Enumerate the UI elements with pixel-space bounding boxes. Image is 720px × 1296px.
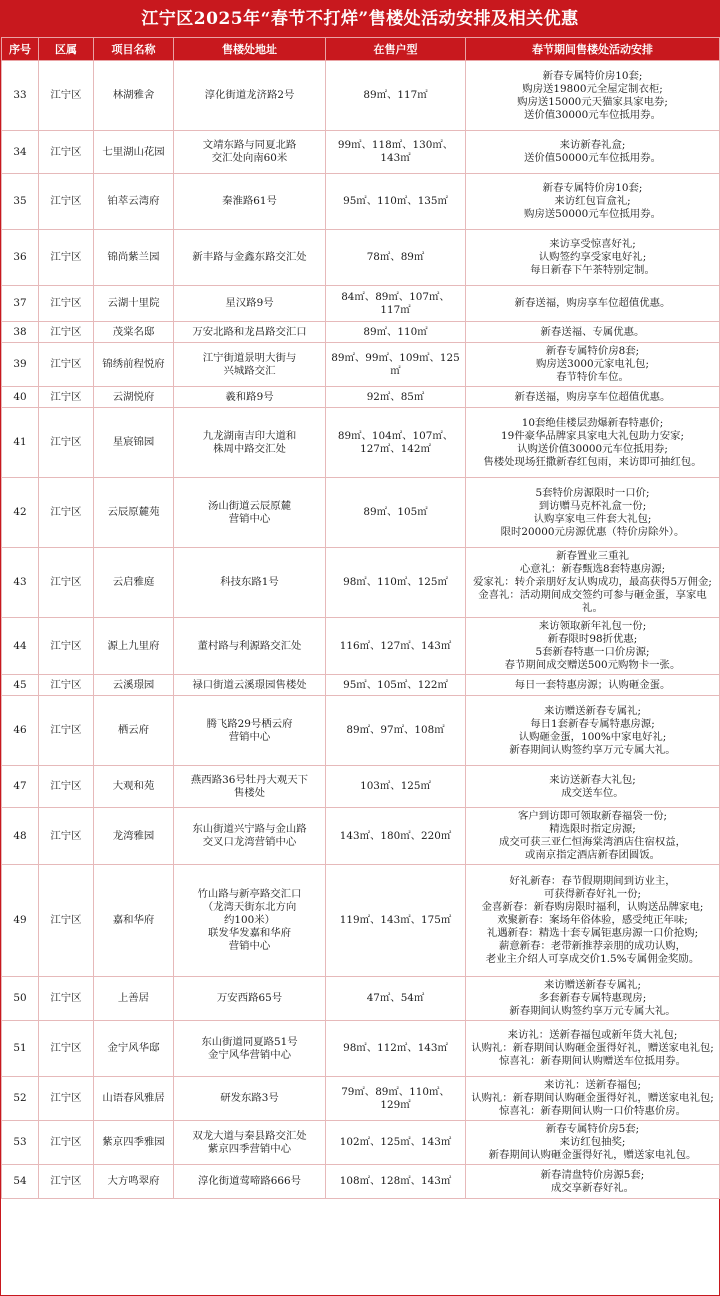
cell-activity-line: 惊喜礼：新春期间认购赠送车位抵用券。: [498, 1055, 687, 1067]
cell-no: 45: [2, 675, 39, 696]
cell-activity-line: 来访赠送新春专属礼;: [543, 704, 641, 717]
cell-activity-line: 来访红包盲盒礼;: [554, 195, 631, 207]
cell-project: 茂棠名邸: [94, 322, 174, 343]
cell-units-line: 95㎡、110㎡、135㎡: [343, 195, 448, 207]
cell-units: [326, 977, 466, 1021]
table-header-row: [2, 38, 720, 61]
cell-no: 37: [2, 286, 39, 322]
cell-activity-line: 新春清盘特价房源5套;: [540, 1168, 645, 1181]
table-row: [2, 977, 720, 1021]
cell-address-line: 兴城路交汇: [223, 364, 276, 377]
cell-activity-line: 精选限时指定房源;: [549, 823, 636, 835]
cell-address-line: 星汉路9号: [225, 297, 274, 309]
cell-no: 33: [2, 61, 39, 131]
cell-units-line: 89㎡、117㎡: [363, 89, 428, 101]
cell-units-line: 103㎡、125㎡: [360, 780, 431, 792]
cell-address-line: 交叉口龙湾营销中心: [202, 836, 297, 848]
cell-address: [174, 865, 326, 977]
table-row: [2, 131, 720, 174]
cell-district: 江宁区: [39, 1121, 94, 1165]
table-row: [2, 696, 720, 766]
cell-address-line: 约100米）: [223, 914, 275, 926]
cell-district: 江宁区: [39, 1077, 94, 1121]
cell-address: [174, 1077, 326, 1121]
cell-units-line: 78㎡、89㎡: [366, 251, 425, 263]
cell-activity-line: 新春期间认购签约享万元专属大礼。: [509, 743, 676, 756]
cell-address: [174, 230, 326, 286]
cell-project: 林湖雅舍: [94, 61, 174, 131]
cell-activity-line: 购房送19800元全屋定制衣柜;: [522, 82, 663, 95]
cell-activity-line: 来访礼：送新春福包;: [543, 1079, 641, 1091]
cell-units: [326, 548, 466, 618]
cell-activity: [466, 230, 720, 286]
cell-no: 46: [2, 696, 39, 766]
cell-address-line: 腾飞路29号栖云府: [206, 717, 293, 730]
cell-units-line: 89㎡、97㎡、108㎡: [346, 724, 445, 736]
header-activity: 春节期间售楼处活动安排: [466, 38, 720, 61]
cell-activity: [466, 548, 720, 618]
cell-activity: [466, 286, 720, 322]
table-row: [2, 343, 720, 387]
cell-units-line: 89㎡、110㎡: [363, 325, 428, 338]
cell-activity-line: 新春专属特价房8套;: [545, 345, 640, 357]
cell-address: [174, 478, 326, 548]
cell-no: 51: [2, 1021, 39, 1077]
cell-units: [326, 696, 466, 766]
table-row: [2, 387, 720, 408]
cell-units-line: 116㎡、127㎡、143㎡: [339, 639, 452, 652]
table-row: [2, 1077, 720, 1121]
cell-address-line: 文靖东路与同夏北路: [202, 139, 297, 151]
cell-activity: [466, 343, 720, 387]
cell-activity-line: 客户到访即可领取新春福袋一份;: [518, 810, 667, 822]
cell-activity-line: 购房送50000元车位抵用券。: [524, 208, 661, 220]
cell-activity-line: 每日一套特惠房源；认购砸金蛋。: [514, 678, 671, 691]
cell-address: [174, 1021, 326, 1077]
cell-address-line: 东山街道同夏路51号: [201, 1035, 298, 1048]
cell-activity-line: 来访红包抽奖;: [559, 1136, 626, 1148]
cell-district: 江宁区: [39, 618, 94, 675]
cell-units: [326, 808, 466, 865]
cell-district: 江宁区: [39, 675, 94, 696]
cell-project: 嘉和华府: [94, 865, 174, 977]
cell-activity-line: 可获得新春好礼一份;: [543, 888, 641, 900]
cell-units: [326, 387, 466, 408]
cell-activity-line: 春节特价车位。: [556, 371, 629, 383]
cell-activity-line: 10套绝佳楼层劲爆新春特惠价;: [521, 416, 664, 429]
cell-address: [174, 618, 326, 675]
cell-units-line: 89㎡、105㎡: [363, 506, 428, 518]
cell-district: 江宁区: [39, 230, 94, 286]
cell-district: 江宁区: [39, 808, 94, 865]
cell-district: 江宁区: [39, 865, 94, 977]
cell-project: 源上九里府: [94, 618, 174, 675]
cell-district: 江宁区: [39, 131, 94, 174]
cell-activity: [466, 696, 720, 766]
cell-units-line: 117㎡: [380, 303, 411, 316]
cell-activity-line: 新春专属特价房10套;: [542, 182, 643, 194]
cell-activity: [466, 1077, 720, 1121]
table-row: [2, 286, 720, 322]
cell-units: [326, 1077, 466, 1121]
cell-units-line: 89㎡、104㎡、107㎡、: [337, 429, 454, 442]
cell-address: [174, 1165, 326, 1199]
cell-activity-line: 成交享新春好礼。: [550, 1181, 635, 1194]
cell-activity-line: 新春送福，购房享车位超值优惠。: [514, 390, 671, 403]
cell-address-line: 禄口街道云溪璟园售楼处: [192, 678, 307, 691]
header-units: 在售户型: [326, 38, 466, 61]
cell-activity: [466, 478, 720, 548]
cell-project: 云湖悦府: [94, 387, 174, 408]
document-title: 江宁区2025年“春节不打烊”售楼处活动安排及相关优惠: [1, 1, 719, 37]
cell-units: [326, 766, 466, 808]
cell-activity-line: 购房送15000元天猫家具家电券;: [517, 95, 668, 108]
table-row: [2, 865, 720, 977]
cell-address: [174, 343, 326, 387]
cell-no: 40: [2, 387, 39, 408]
cell-address-line: 紫京四季营销中心: [207, 1142, 292, 1155]
cell-units-line: 98㎡、112㎡、143㎡: [343, 1042, 448, 1054]
table-row: [2, 61, 720, 131]
cell-units: [326, 675, 466, 696]
cell-units: [326, 478, 466, 548]
table-row: [2, 548, 720, 618]
cell-activity-line: 新春送福，购房享车位超值优惠。: [514, 297, 671, 309]
cell-address-line: 售楼处: [233, 786, 266, 799]
cell-address: [174, 286, 326, 322]
cell-project: 山语春风雅居: [94, 1077, 174, 1121]
cell-activity-line: 薪意新春：老带新推荐亲朋的成功认购，: [498, 940, 687, 952]
cell-activity-line: 欢聚新春：案场年俗体验，感受纯正年味;: [497, 914, 688, 926]
header-project: 项目名称: [94, 38, 174, 61]
cell-project: 上善居: [94, 977, 174, 1021]
cell-district: 江宁区: [39, 548, 94, 618]
cell-activity-line: 新春置业三重礼: [556, 550, 629, 562]
cell-activity: [466, 1021, 720, 1077]
cell-address-line: 万安北路和龙昌路交汇口: [192, 325, 307, 338]
cell-no: 41: [2, 408, 39, 478]
cell-address-line: 淳化街道龙济路2号: [204, 89, 295, 101]
cell-no: 47: [2, 766, 39, 808]
cell-units: [326, 286, 466, 322]
table-row: [2, 1021, 720, 1077]
cell-no: 43: [2, 548, 39, 618]
cell-address-line: 联发华发嘉和华府: [207, 927, 292, 939]
cell-activity-line: 认购礼：新春期间认购砸金蛋得好礼，赠送家电礼包;: [471, 1042, 714, 1054]
header-no: 序号: [2, 38, 39, 61]
cell-units-line: 119㎡、143㎡、175㎡: [339, 914, 452, 926]
cell-activity-line: 来访享受惊喜好礼;: [549, 238, 636, 250]
cell-units: [326, 1165, 466, 1199]
cell-units: [326, 865, 466, 977]
cell-address: [174, 977, 326, 1021]
cell-district: 江宁区: [39, 977, 94, 1021]
table-row: [2, 808, 720, 865]
cell-activity: [466, 766, 720, 808]
cell-activity-line: 5套特价房源限时一口价;: [535, 486, 650, 499]
cell-project: 七里湖山花园: [94, 131, 174, 174]
cell-units: [326, 343, 466, 387]
cell-project: 大观和苑: [94, 766, 174, 808]
cell-activity-line: 多套新春专属特惠现房;: [538, 992, 647, 1004]
cell-activity-line: 新春专属特价房10套;: [542, 69, 643, 82]
cell-activity-line: 来访送新春大礼包;: [549, 773, 636, 786]
cell-no: 49: [2, 865, 39, 977]
cell-address: [174, 174, 326, 230]
cell-activity: [466, 675, 720, 696]
table-row: [2, 230, 720, 286]
cell-units-line: 47㎡、54㎡: [366, 992, 425, 1004]
cell-activity-line: 购房送3000元家电礼包;: [535, 358, 650, 370]
cell-activity-line: 心意礼：新春甄选8套特惠房源;: [519, 563, 666, 575]
cell-activity-line: 售楼处现场狂撒新春红包雨，来访即可抽红包。: [483, 455, 702, 468]
cell-activity: [466, 865, 720, 977]
cell-activity-line: 金喜新春：新春购房限时福利，认购送品牌家电;: [481, 901, 704, 913]
cell-address-line: 羲和路9号: [225, 390, 274, 403]
table-row: [2, 1165, 720, 1199]
cell-address: [174, 61, 326, 131]
cell-project: 锦尚紫兰园: [94, 230, 174, 286]
cell-activity: [466, 61, 720, 131]
cell-units-line: 108㎡、128㎡、143㎡: [339, 1175, 452, 1187]
cell-address-line: 东山街道兴宁路与金山路: [192, 823, 307, 835]
cell-project: 铂萃云湾府: [94, 174, 174, 230]
cell-address-line: 九龙湖南吉印大道和: [202, 429, 297, 442]
cell-no: 50: [2, 977, 39, 1021]
cell-units: [326, 61, 466, 131]
cell-project: 大方鸣翠府: [94, 1165, 174, 1199]
cell-activity: [466, 1165, 720, 1199]
table-row: [2, 1121, 720, 1165]
cell-address: [174, 808, 326, 865]
cell-units-line: 143㎡: [380, 152, 411, 164]
cell-activity: [466, 174, 720, 230]
cell-activity-line: 认购礼：新春期间认购砸金蛋得好礼，赠送家电礼包;: [471, 1092, 714, 1104]
cell-address-line: 竹山路与新亭路交汇口: [197, 888, 302, 900]
cell-project: 云辰原麓苑: [94, 478, 174, 548]
cell-address-line: 营销中心: [228, 512, 271, 525]
cell-address-line: 交汇处向南60米: [211, 152, 288, 164]
cell-address-line: 新丰路与金鑫东路交汇处: [192, 251, 307, 263]
cell-address-line: 金宁风华营销中心: [207, 1048, 292, 1061]
cell-address: [174, 675, 326, 696]
cell-district: 江宁区: [39, 1165, 94, 1199]
cell-activity-line: 新春专属特价房5套;: [545, 1123, 640, 1135]
cell-no: 39: [2, 343, 39, 387]
cell-project: 云溪璟园: [94, 675, 174, 696]
cell-units-line: 84㎡、89㎡、107㎡、: [341, 290, 450, 303]
cell-activity-line: 春节期间成交赠送500元购物卡一张。: [504, 659, 681, 671]
header-district: 区属: [39, 38, 94, 61]
cell-units: [326, 1021, 466, 1077]
cell-activity-line: 认购送价值30000元车位抵用券;: [517, 442, 668, 455]
cell-no: 42: [2, 478, 39, 548]
table-row: [2, 322, 720, 343]
cell-address: [174, 766, 326, 808]
cell-activity-line: 惊喜礼：新春期间认购一口价特惠价房。: [498, 1105, 687, 1117]
cell-district: 江宁区: [39, 286, 94, 322]
cell-project: 云启雅庭: [94, 548, 174, 618]
cell-address: [174, 1121, 326, 1165]
cell-address-line: 双龙大道与秦县路交汇处: [192, 1129, 307, 1142]
cell-activity-line: 到访赠马克杯礼盒一份;: [538, 499, 647, 512]
cell-no: 34: [2, 131, 39, 174]
cell-activity-line: 19件豪华品牌家具家电大礼包助力安家;: [501, 429, 684, 442]
cell-project: 龙湾雅园: [94, 808, 174, 865]
cell-units-line: 98㎡、110㎡、125㎡: [343, 576, 448, 588]
cell-no: 53: [2, 1121, 39, 1165]
cell-no: 38: [2, 322, 39, 343]
cell-activity-line: 送价值50000元车位抵用券。: [524, 152, 661, 164]
cell-activity-line: 新春期间认购签约享万元专属大礼。: [509, 1005, 676, 1017]
cell-units: [326, 408, 466, 478]
cell-address-line: 营销中心: [228, 730, 271, 743]
cell-address: [174, 131, 326, 174]
table-row: [2, 408, 720, 478]
cell-activity-line: 认购享家电三件套大礼包;: [533, 512, 652, 525]
cell-activity-line: 新春送福、专属优惠。: [540, 325, 645, 338]
sales-office-table: [1, 37, 720, 1199]
cell-address-line: 万安西路65号: [216, 992, 283, 1004]
cell-address: [174, 408, 326, 478]
cell-units-line: 129㎡: [380, 1098, 411, 1111]
cell-address: [174, 548, 326, 618]
cell-district: 江宁区: [39, 696, 94, 766]
cell-units-line: 79㎡、89㎡、110㎡、: [341, 1085, 450, 1098]
cell-units: [326, 1121, 466, 1165]
cell-district: 江宁区: [39, 61, 94, 131]
cell-units: [326, 230, 466, 286]
cell-units-line: 99㎡、118㎡、130㎡、: [337, 139, 454, 151]
cell-activity-line: 成交送车位。: [561, 786, 624, 799]
cell-district: 江宁区: [39, 766, 94, 808]
table-row: [2, 618, 720, 675]
cell-activity-line: 金喜礼：活动期间成交签约可参与砸金蛋，享家电礼。: [478, 589, 707, 614]
cell-district: 江宁区: [39, 408, 94, 478]
cell-no: 44: [2, 618, 39, 675]
cell-address-line: 江宁街道景明大街与: [202, 351, 297, 364]
cell-activity: [466, 387, 720, 408]
cell-activity-line: 来访新春礼盒;: [559, 139, 626, 151]
cell-project: 星宸锦园: [94, 408, 174, 478]
cell-activity-line: 好礼新春：春节假期期间到访业主，: [509, 875, 676, 887]
cell-address-line: 秦淮路61号: [222, 195, 277, 207]
cell-district: 江宁区: [39, 343, 94, 387]
cell-district: 江宁区: [39, 478, 94, 548]
cell-activity-line: 老业主介绍人可享成交价1.5%专属佣金奖励。: [485, 953, 700, 965]
cell-units: [326, 618, 466, 675]
cell-units-line: 89㎡、99㎡、109㎡、125: [331, 351, 460, 364]
cell-units-line: 143㎡、180㎡、220㎡: [339, 829, 452, 842]
cell-units: [326, 131, 466, 174]
header-address: 售楼处地址: [174, 38, 326, 61]
cell-no: 36: [2, 230, 39, 286]
cell-project: 栖云府: [94, 696, 174, 766]
table-body: [2, 61, 720, 1199]
cell-address-line: 营销中心: [228, 940, 271, 952]
cell-activity-line: 成交可获三亚仁恒海棠湾酒店住宿权益，: [498, 836, 687, 848]
cell-no: 54: [2, 1165, 39, 1199]
cell-activity: [466, 322, 720, 343]
cell-activity-line: 每日1套新春专属特惠房源;: [530, 717, 655, 730]
cell-address-line: （龙湾天街东北方向: [202, 901, 297, 913]
cell-address: [174, 696, 326, 766]
cell-address-line: 研发东路3号: [220, 1092, 279, 1104]
cell-units-line: 127㎡、142㎡: [360, 442, 431, 455]
cell-activity: [466, 808, 720, 865]
cell-activity-line: 5套新春特惠一口价房源;: [535, 646, 650, 658]
cell-units-line: 95㎡、105㎡、122㎡: [343, 678, 448, 691]
cell-activity-line: 来访礼：送新春福包或新年货大礼包;: [507, 1029, 678, 1041]
cell-activity-line: 新春限时98折优惠;: [547, 633, 638, 645]
table-row: [2, 478, 720, 548]
table-row: [2, 766, 720, 808]
cell-district: 江宁区: [39, 322, 94, 343]
cell-no: 52: [2, 1077, 39, 1121]
cell-address: [174, 322, 326, 343]
cell-units-line: ㎡: [390, 364, 401, 377]
cell-project: 紫京四季雅园: [94, 1121, 174, 1165]
cell-activity-line: 每日新春下午茶特别定制。: [530, 264, 655, 276]
cell-activity-line: 认购签约享受家电好礼;: [538, 251, 647, 263]
cell-activity-line: 来访领取新年礼包一份;: [538, 620, 647, 632]
cell-address: [174, 387, 326, 408]
cell-activity: [466, 131, 720, 174]
cell-district: 江宁区: [39, 387, 94, 408]
cell-activity: [466, 408, 720, 478]
table-row: [2, 174, 720, 230]
cell-units-line: 92㎡、85㎡: [366, 390, 425, 403]
cell-activity-line: 送价值30000元车位抵用券。: [524, 108, 661, 121]
cell-activity-line: 礼遇新春：精选十套专属钜惠房源一口价抢购;: [486, 927, 699, 939]
cell-activity: [466, 618, 720, 675]
cell-activity-line: 限时20000元房源优惠（特价房除外）。: [500, 525, 685, 538]
cell-activity-line: 或南京指定酒店新春团圆饭。: [524, 849, 661, 861]
cell-no: 48: [2, 808, 39, 865]
cell-address-line: 株周中路交汇处: [213, 442, 286, 455]
cell-activity: [466, 1121, 720, 1165]
cell-address-line: 淳化街道莺啼路666号: [198, 1175, 301, 1187]
cell-units: [326, 322, 466, 343]
cell-address-line: 燕西路36号牡丹大观天下: [190, 773, 309, 786]
cell-district: 江宁区: [39, 1021, 94, 1077]
cell-units-line: 102㎡、125㎡、143㎡: [339, 1136, 452, 1148]
cell-project: 金宁风华邸: [94, 1021, 174, 1077]
cell-address-line: 董村路与利源路交汇处: [197, 639, 302, 652]
cell-activity: [466, 977, 720, 1021]
cell-no: 35: [2, 174, 39, 230]
cell-units: [326, 174, 466, 230]
cell-activity-line: 爱家礼：转介亲朋好友认购成功，最高获得5万佣金;: [473, 576, 712, 588]
table-row: [2, 675, 720, 696]
cell-district: 江宁区: [39, 174, 94, 230]
cell-activity-line: 认购砸金蛋，100%中家电好礼;: [518, 730, 667, 743]
cell-address-line: 科技东路1号: [220, 576, 279, 588]
cell-address-line: 汤山街道云辰原麓: [207, 499, 292, 512]
cell-activity-line: 来访赠送新春专属礼;: [543, 979, 641, 991]
cell-activity-line: 新春期间认购砸金蛋得好礼，赠送家电礼包。: [488, 1149, 697, 1161]
cell-project: 锦绣前程悦府: [94, 343, 174, 387]
cell-project: 云湖十里院: [94, 286, 174, 322]
